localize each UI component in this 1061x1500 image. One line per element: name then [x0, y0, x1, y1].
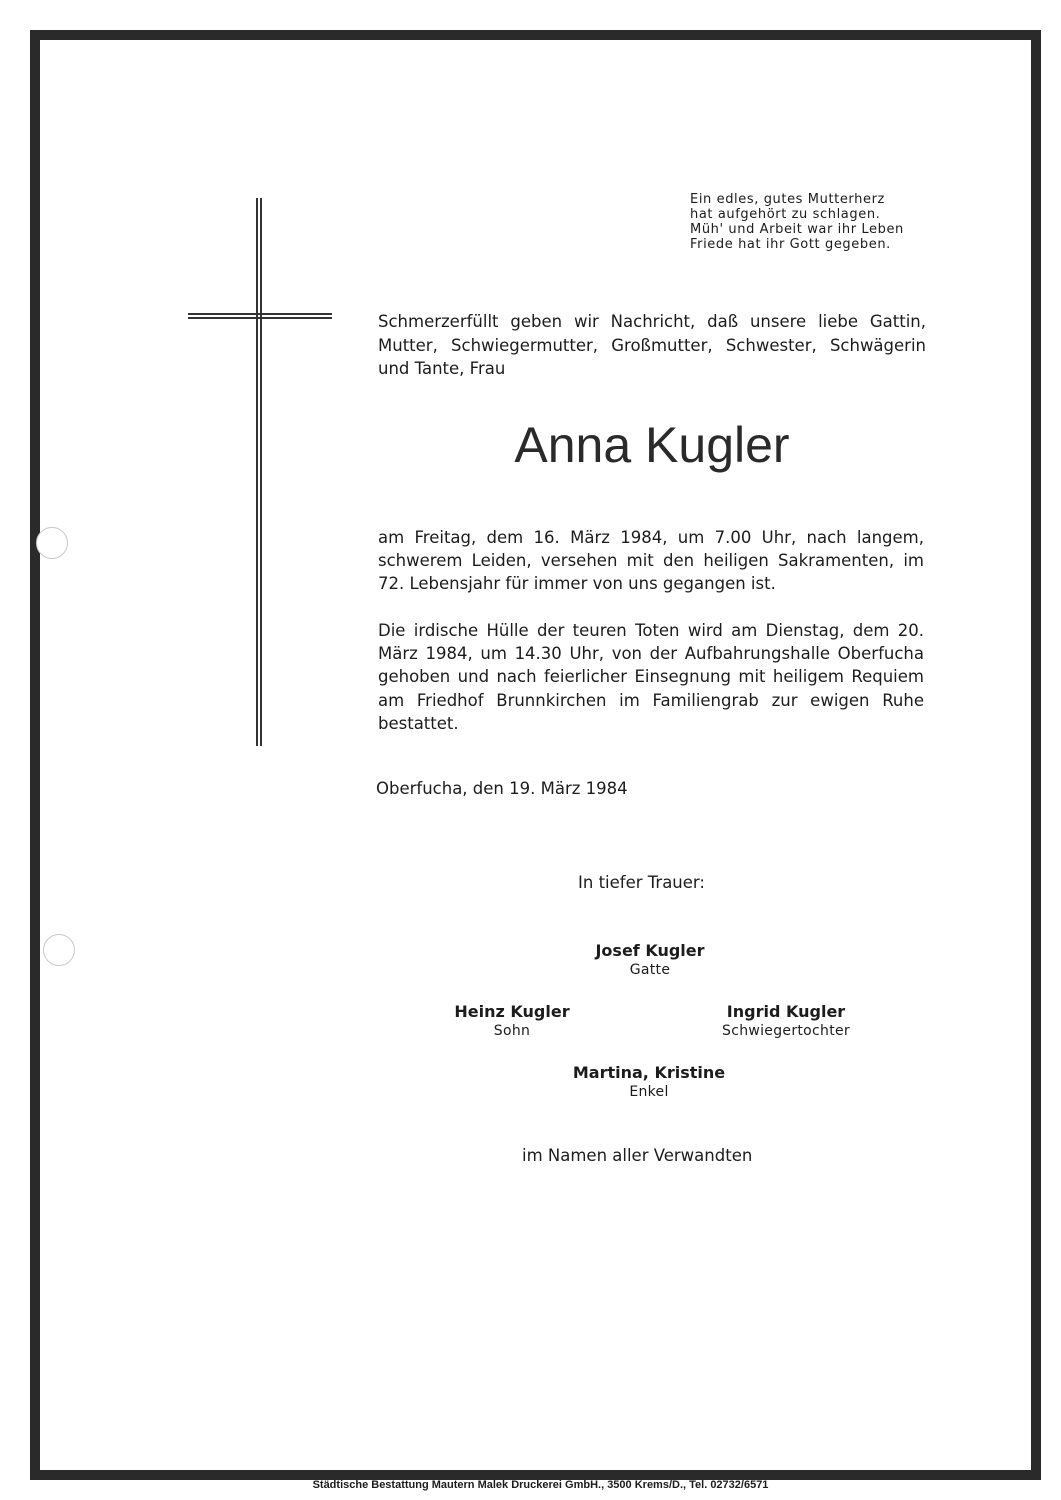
printer-footer: Städtische Bestattung Mautern Malek Druckerei GmbH., 3500 Krems/D., Tel. 02732/6571: [312, 1479, 769, 1491]
poem-line: Ein edles, gutes Mutterherz: [690, 192, 885, 207]
mourner-name: Josef Kugler: [595, 941, 705, 960]
mourner-name: Heinz Kugler: [454, 1002, 570, 1021]
poem-line: Friede hat ihr Gott gegeben.: [690, 237, 891, 252]
poem-line: Müh' und Arbeit war ihr Leben: [690, 222, 904, 237]
cross-icon-horizontal-bar: [188, 313, 332, 319]
deceased-name: Anna Kugler: [514, 417, 790, 473]
mourner-relation: Schwiegertochter: [722, 1023, 850, 1039]
mourner-entry: [529, 1062, 769, 1102]
burial-details-paragraph: Die irdische Hülle der teuren Toten wird am Dienstag, dem 20. März 1984, um 14.30 Uhr, von der Aufbahrungshalle Oberfucha gehoben und nach feierlicher Einsegnung mit heiligem Requiem am Friedhof Brunnkirchen im Familiengrab zur ewigen Ruhe bestattet.: [378, 621, 924, 733]
mourner-entry: [666, 1001, 906, 1041]
death-details-paragraph: am Freitag, dem 16. März 1984, um 7.00 Uhr, nach langem, schwerem Leiden, versehen mit den heiligen Sakramenten, im 72. Lebensjahr für immer von uns gegangen ist.: [378, 528, 924, 594]
closing-line: im Namen aller Verwandten: [522, 1146, 753, 1165]
punch-hole: [36, 527, 68, 559]
place-and-date: Oberfucha, den 19. März 1984: [376, 779, 628, 798]
poem-line: hat aufgehört zu schlagen.: [690, 207, 881, 222]
death-announcement: Schmerzerfüllt geben wir Nachricht, daß unsere liebe Gattin, Mutter, Schwiegermutter, Großmutter, Schwester, Schwägerin und Tante, Frau: [378, 312, 926, 378]
mourner-relation: Enkel: [629, 1084, 669, 1100]
memorial-poem: [690, 192, 904, 252]
mourner-entry: [530, 940, 770, 980]
mourner-name: Ingrid Kugler: [726, 1002, 846, 1021]
mourner-name: Martina, Kristine: [572, 1063, 726, 1082]
cross-icon-vertical-bar: [256, 198, 262, 746]
grief-line: In tiefer Trauer:: [578, 873, 705, 892]
mourner-entry: [392, 1001, 632, 1041]
mourner-relation: Gatte: [629, 962, 671, 978]
punch-hole: [43, 934, 75, 966]
mourner-relation: Sohn: [493, 1023, 531, 1039]
